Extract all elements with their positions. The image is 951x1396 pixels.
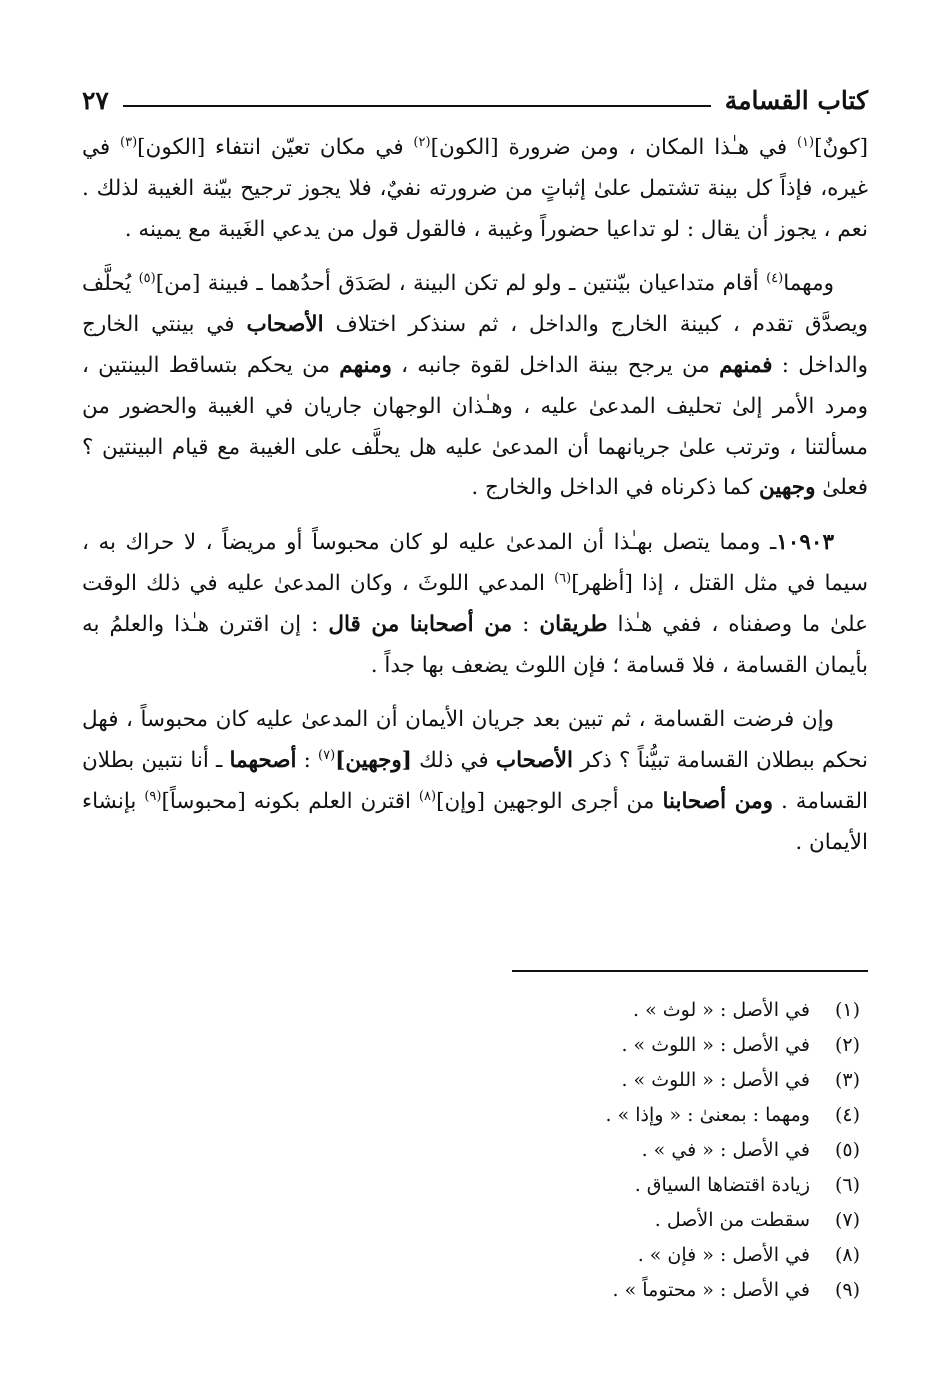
bold-term: أصحهما: [229, 748, 297, 774]
header-rule: [123, 105, 711, 107]
bold-term: ومن أصحابنا: [662, 788, 774, 814]
text-span: :: [296, 748, 319, 774]
footnote-ref: (٤): [766, 271, 784, 287]
footnote-item: [100, 1273, 860, 1308]
footnote-number: (٩): [834, 1279, 860, 1301]
text-span: المدعي اللوثَ ، وكان المدعىٰ عليه في ذلك الوقت علىٰ ما وصفناه ، ففي هـٰذا: [82, 570, 868, 637]
footnote-item: [100, 1063, 860, 1098]
text-span: في بينتي الخارج والداخل :: [82, 312, 868, 378]
footnote-ref: (٧): [318, 748, 336, 763]
footnote-number: (٤): [834, 1104, 860, 1126]
footnote-number: (٧): [834, 1209, 860, 1231]
footnote-item: [100, 1098, 860, 1133]
text-span: ـ أنا نتبين بطلان القسامة .: [82, 748, 868, 814]
bold-term: طريقان: [539, 611, 608, 637]
footnote-number: (٥): [834, 1139, 860, 1161]
text-span: أقام متداعيان بيّنتين ـ ولو لم تكن البينة ، لصَدَق أحدُهما ـ فبينة [من]: [155, 271, 767, 297]
text-span: : إن اقترن هـٰذا والعلمُ به بأيمان القسامة ، فلا قسامة ؛ فإن اللوث يضعف بها جداً .: [82, 611, 868, 678]
footnote-item: [100, 1133, 860, 1168]
text-span: ومهما: [783, 271, 834, 297]
footnote-item: [100, 993, 860, 1028]
bold-term: ومنهم: [339, 352, 392, 378]
footnote-text: في الأصل : « فإن » .: [637, 1244, 810, 1266]
text-span: بإنشاء الأيمان .: [82, 788, 868, 855]
text-span: يُحلَّف ويصدَّق تقدم ، كبينة الخارج والداخل ، ثم سنذكر اختلاف: [82, 271, 868, 338]
footnote-ref: (٨): [418, 788, 437, 804]
text-span: كما ذكرناه في الداخل والخارج .: [471, 475, 760, 501]
text-span: في مكان تعيّن انتفاء [الكون]: [137, 135, 414, 160]
footnote-ref: (٢): [413, 134, 431, 150]
footnote-ref: (١): [796, 134, 815, 150]
footnote-item: [100, 1028, 860, 1063]
bold-term: فمنهم: [719, 352, 773, 378]
text-span: وإن فرضت القسامة ، ثم تبين بعد جريان الأيمان أن المدعىٰ عليه كان محبوساً ، فهل نحكم ببطلان القسامة تبيُّناً ؟ ذكر: [82, 707, 868, 774]
paragraph-2: [82, 264, 868, 509]
bold-term: من أصحابنا من قال: [328, 611, 513, 637]
bold-term: الأصحاب: [246, 312, 324, 338]
text-span: في غيره، فإذاً كل بينة تشتمل علىٰ إثباتٍ من ضرورته نفيٌ، فلا يجوز ترجيح بيّنة الغيبة لذلك . نعم ، يجوز أن يقال : لو تداعيا حضوراً وغيبة ، فالقول قول من يدعي الغَيبة مع يمينه .: [82, 135, 868, 242]
footnote-divider: [512, 970, 868, 972]
chapter-title: كتاب القسامة: [724, 85, 868, 115]
footnotes-list: [100, 993, 860, 1308]
text-span: [كونٌ]: [814, 135, 868, 160]
footnote-item: [100, 1203, 860, 1238]
main-text: [82, 128, 868, 864]
book-page: [82, 78, 868, 1378]
section-number: ١٠٩٠٣: [776, 530, 834, 556]
footnote-number: (٢): [834, 1034, 860, 1056]
text-span: في هـٰذا المكان ، ومن ضرورة [الكون]: [430, 135, 797, 160]
text-span: من يرجح بينة الداخل لقوة جانبه ،: [391, 352, 720, 378]
footnote-text: في الأصل : « في » .: [641, 1139, 810, 1161]
footnote-text: في الأصل : « اللوث » .: [621, 1069, 810, 1091]
bold-term: الأصحاب: [495, 748, 574, 774]
footnote-number: (٨): [834, 1244, 860, 1266]
footnote-item: [100, 1238, 860, 1273]
paragraph-1: [82, 128, 868, 250]
running-header: [82, 78, 868, 122]
text-span: اقترن العلم بكونه [محبوساً]: [161, 788, 419, 814]
text-span: من أجرى الوجهين [وإن]: [436, 788, 663, 814]
footnote-text: في الأصل : « محتوماً » .: [612, 1279, 810, 1301]
footnote-number: (٦): [834, 1174, 860, 1196]
page-number: ٢٧: [82, 85, 109, 115]
footnote-number: (١): [834, 999, 860, 1021]
bold-term: [وجهين]: [335, 748, 412, 774]
text-span: من يحكم بتساقط البينتين ، ومرد الأمر إلىٰ تحليف المدعىٰ عليه ، وهـٰذان الوجهان جاريان في الغيبة والحضور من مسألتنا ، وترتب علىٰ جريانهما أن المدعىٰ عليه هل يحلَّف على الغيبة مع قيام البينتين ؟ فعلىٰ: [82, 352, 868, 501]
footnote-text: في الأصل : « لوث » .: [633, 999, 810, 1021]
footnote-ref: (٣): [120, 134, 138, 150]
footnote-item: [100, 1168, 860, 1203]
bold-term: وجهين: [759, 475, 816, 501]
footnote-number: (٣): [834, 1069, 860, 1091]
paragraph-3: [82, 523, 868, 686]
footnote-ref: (٩): [144, 788, 162, 804]
footnote-ref: (٥): [138, 271, 156, 287]
text-span: في ذلك: [411, 748, 496, 774]
text-span: ـ ومما يتصل بهـٰذا أن المدعىٰ عليه لو كان محبوساً أو مريضاً ، لا حراك به ، سيما في مثل القتل ، إذا [أظهر]: [82, 530, 868, 596]
footnote-text: ومهما : بمعنىٰ : « وإذا » .: [605, 1104, 810, 1126]
paragraph-4: [82, 700, 868, 863]
footnote-text: في الأصل : « اللوث » .: [621, 1034, 810, 1056]
footnote-text: زيادة اقتضاها السياق .: [634, 1174, 810, 1196]
text-span: :: [512, 611, 540, 637]
footnote-ref: (٦): [554, 570, 572, 586]
footnote-text: سقطت من الأصل .: [654, 1209, 810, 1231]
